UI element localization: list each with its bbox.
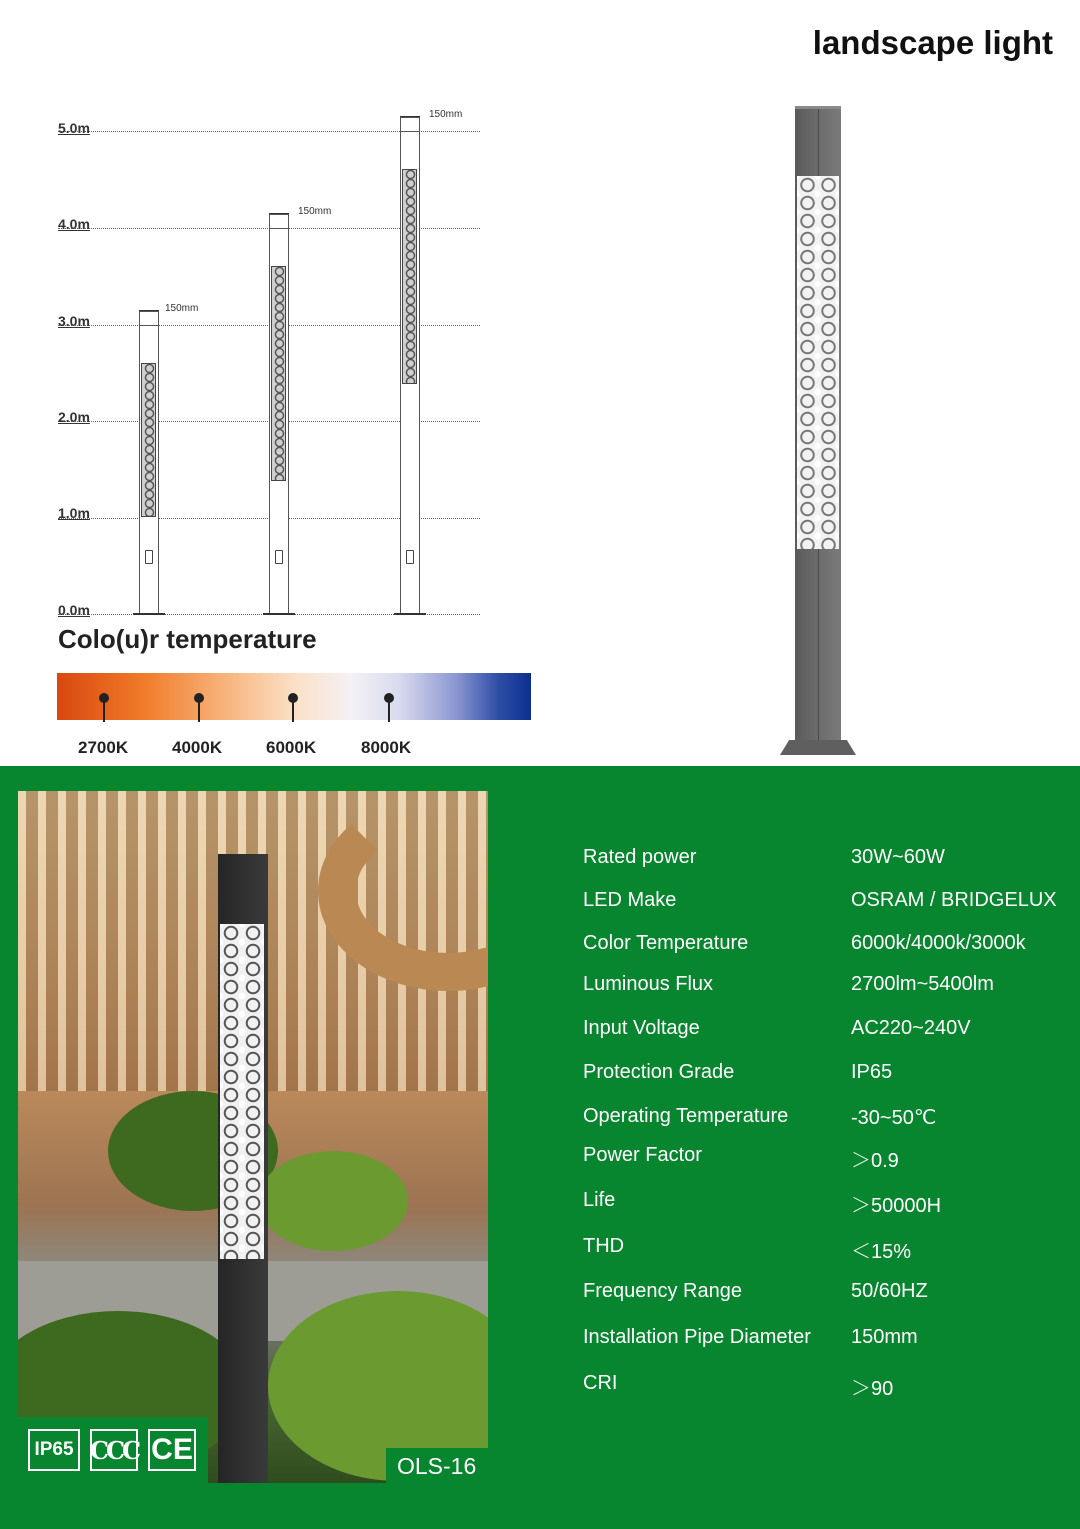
spec-label: Input Voltage [583, 1017, 700, 1039]
ccc-mark-icon: CCC [90, 1429, 138, 1471]
scale-label-4m: 4.0m [58, 216, 90, 232]
model-number: OLS-16 [386, 1448, 488, 1484]
spec-value: 2700lm~5400lm [851, 973, 994, 995]
spec-row [0, 932, 1080, 962]
spec-row [0, 1326, 1080, 1356]
spec-label: LED Make [583, 889, 677, 911]
spec-row [0, 1189, 1080, 1219]
spec-value: -30~50℃ [851, 1107, 937, 1129]
spec-value: OSRAM / BRIDGELUX [851, 889, 1057, 911]
spec-label: Installation Pipe Diameter [583, 1326, 811, 1348]
spec-label: Protection Grade [583, 1061, 735, 1083]
spec-row [0, 1372, 1080, 1402]
spec-label: THD [583, 1235, 625, 1257]
pole-outline [269, 228, 289, 614]
spec-value: 6000k/4000k/3000k [851, 932, 1026, 954]
render-pole-base [780, 740, 856, 755]
color-temperature-title: Colo(u)r temperature [58, 624, 317, 654]
product-diagram-section: landscape light 5.0m 4.0m 3.0m 2.0m 1.0m 0.0m 150mm 150mm 150mm Colo(u)r temperature 2700K 4000K 6000K 8000K [0, 0, 1080, 766]
spec-value: ＞0.9 [851, 1150, 899, 1172]
scale-label-0m: 0.0m [58, 602, 90, 618]
pole-pattern [141, 363, 156, 517]
spec-row [0, 1017, 1080, 1047]
render-pole-pattern [797, 176, 839, 549]
spec-row [0, 1061, 1080, 1091]
access-door [145, 550, 153, 564]
spec-value: ＞50000H [851, 1195, 942, 1217]
render-pole-body [795, 109, 841, 742]
spec-row [0, 846, 1080, 876]
spec-row [0, 889, 1080, 919]
spec-row [0, 1144, 1080, 1174]
spec-label: Operating Temperature [583, 1105, 789, 1127]
scale-label-3m: 3.0m [58, 313, 90, 329]
certification-badges [18, 1417, 208, 1484]
spec-row [0, 1235, 1080, 1265]
spec-label: CRI [583, 1372, 618, 1394]
spec-label: Luminous Flux [583, 973, 714, 995]
spec-label: Life [583, 1189, 616, 1211]
pole-pattern [402, 169, 417, 384]
ce-mark-icon: CE [148, 1429, 196, 1471]
diameter-label: 150mm [298, 206, 332, 217]
page-title: landscape light [812, 24, 1053, 61]
spec-row [0, 1280, 1080, 1310]
specification-section [0, 766, 1080, 1529]
scale-label-5m: 5.0m [58, 120, 90, 136]
spec-value: AC220~240V [851, 1017, 971, 1039]
pole-outline [400, 131, 420, 614]
ip65-badge: IP65 [28, 1429, 80, 1471]
pole-pattern [271, 266, 286, 481]
spec-value: IP65 [851, 1061, 893, 1083]
pole-outline [139, 325, 159, 614]
spec-label: Rated power [583, 846, 697, 868]
spec-value: ＞90 [851, 1378, 894, 1400]
spec-label: Color Temperature [583, 932, 749, 954]
spec-row [0, 973, 1080, 1003]
scale-label-2m: 2.0m [58, 409, 90, 425]
spec-label: Frequency Range [583, 1280, 742, 1302]
diameter-label: 150mm [429, 109, 463, 120]
scale-label-1m: 1.0m [58, 505, 90, 521]
spec-value: 50/60HZ [851, 1280, 928, 1302]
access-door [275, 550, 283, 564]
spec-value: ＜15% [851, 1241, 912, 1263]
access-door [406, 550, 414, 564]
spec-label: Power Factor [583, 1144, 702, 1166]
spec-row [0, 1105, 1080, 1135]
spec-value: 150mm [851, 1326, 918, 1348]
spec-value: 30W~60W [851, 846, 945, 868]
diameter-label: 150mm [165, 303, 199, 314]
